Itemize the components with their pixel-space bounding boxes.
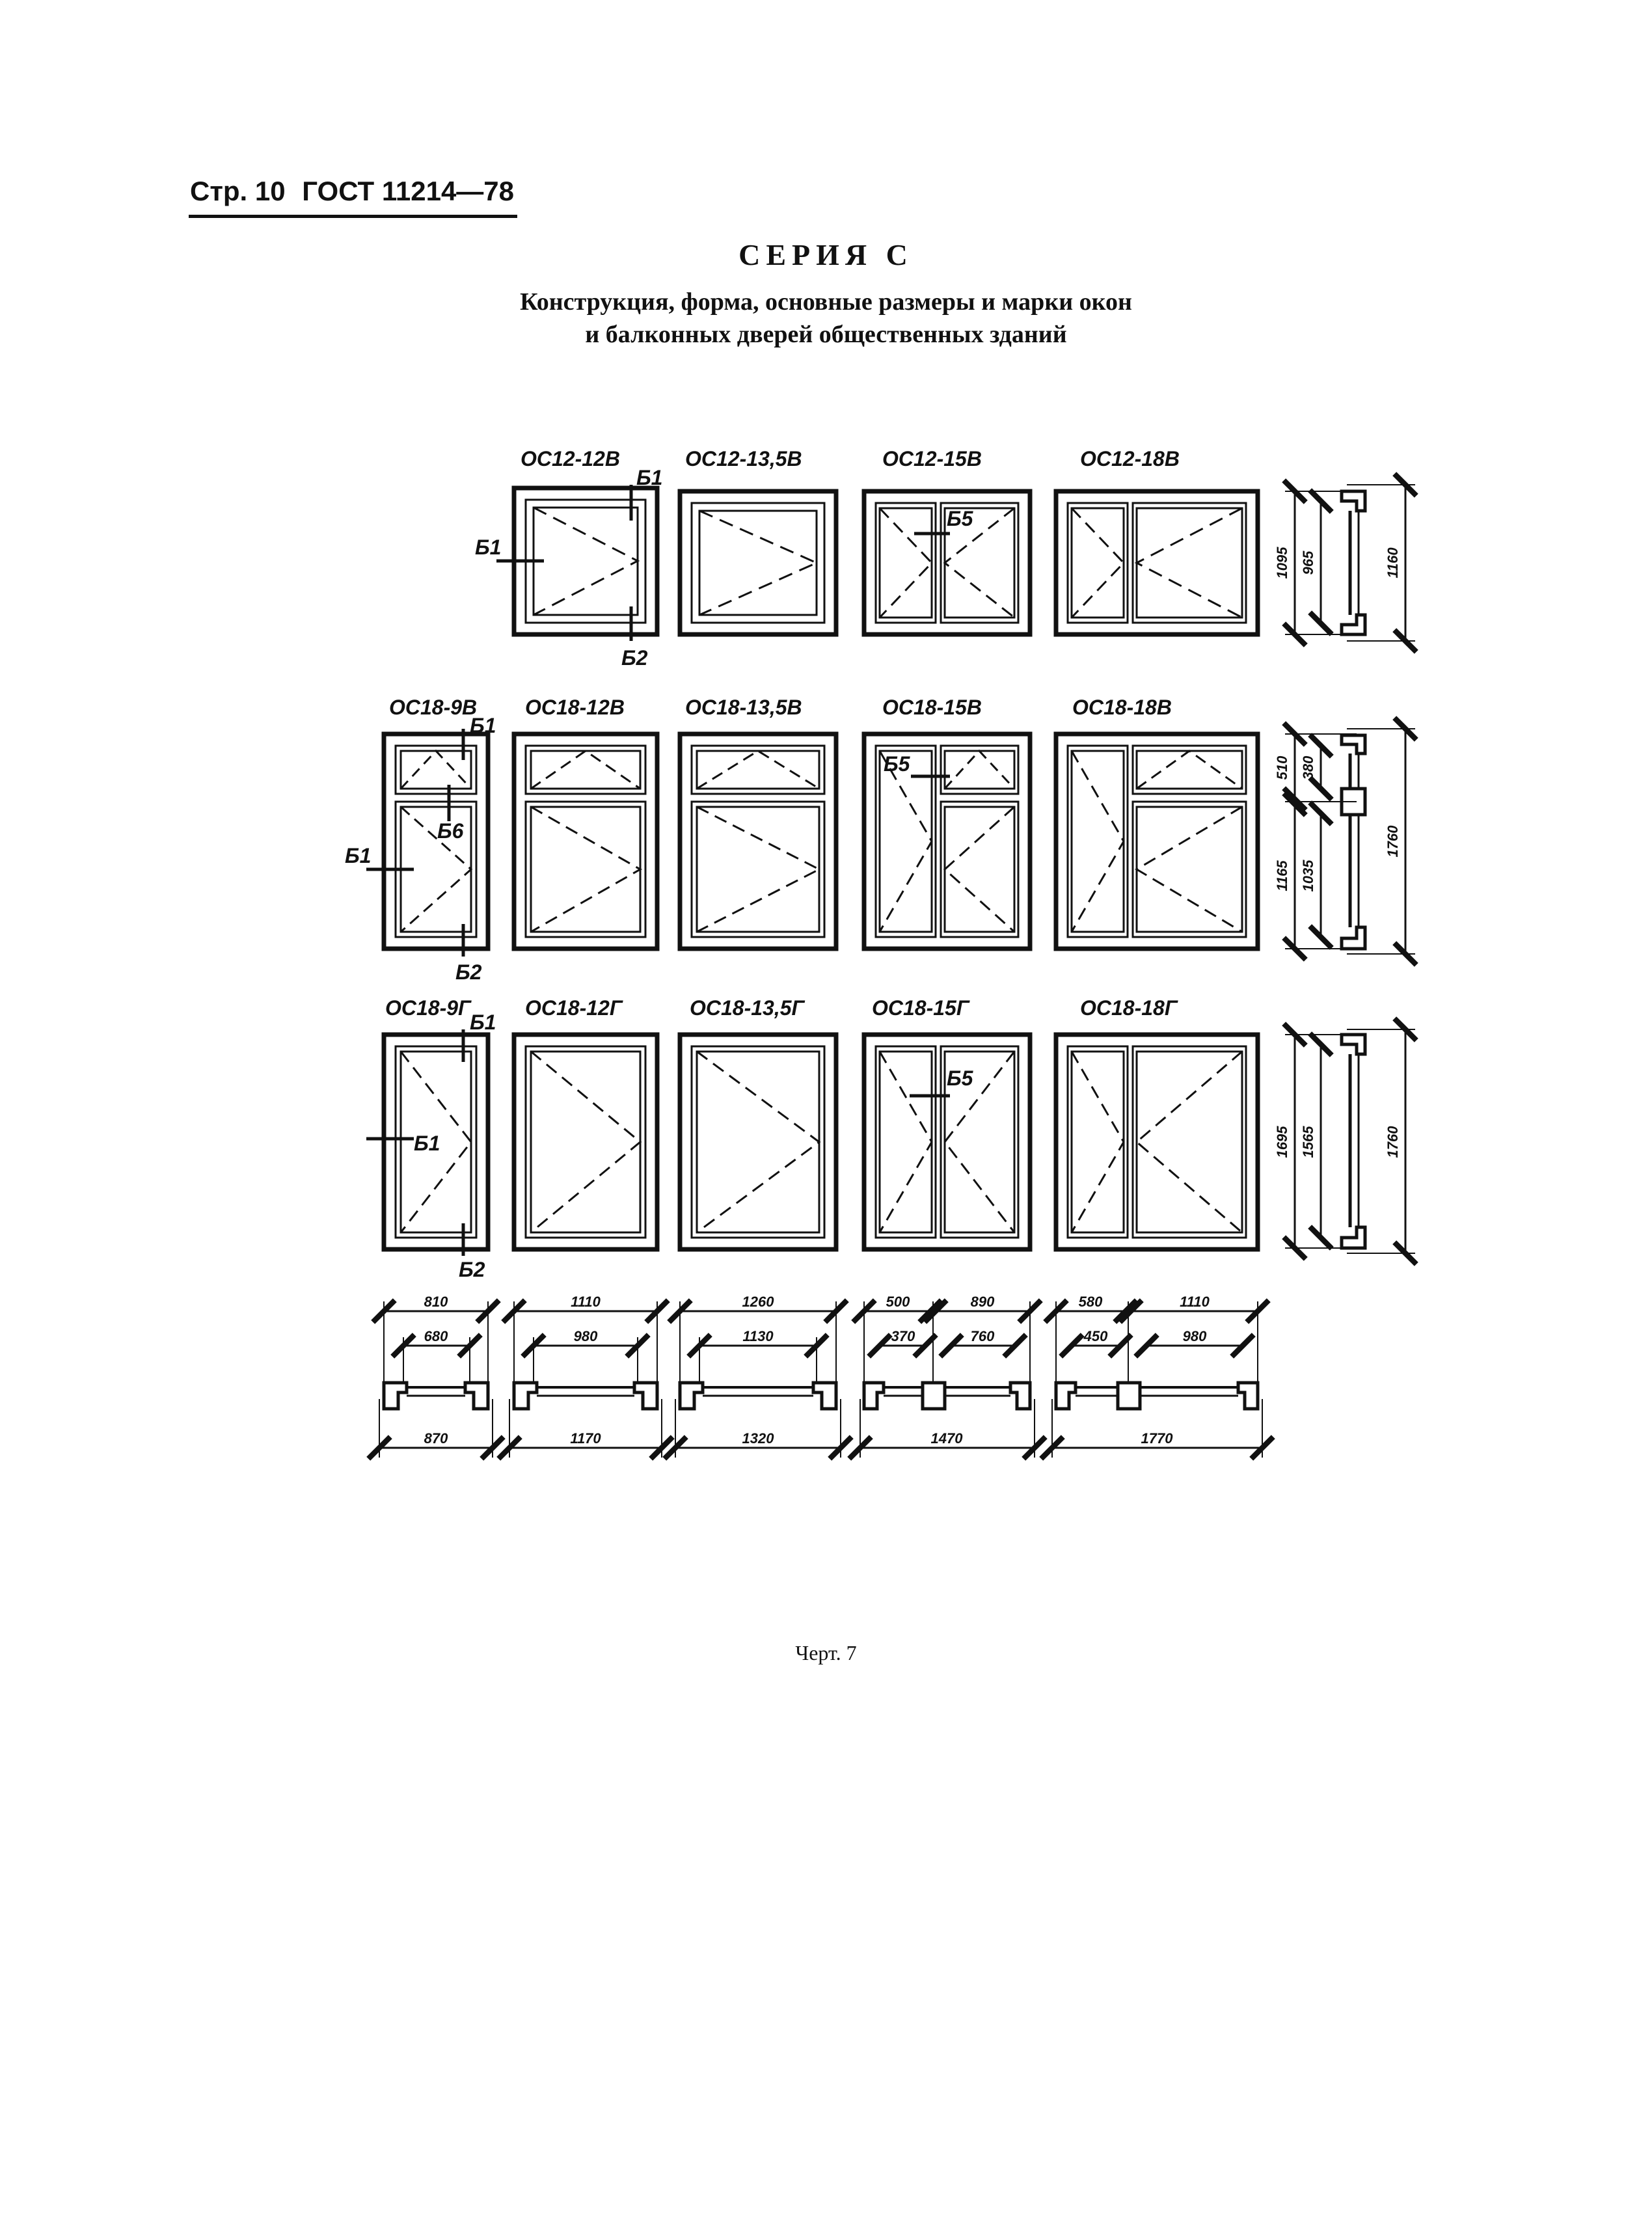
vertical-section-row-2 — [1274, 729, 1415, 954]
window-os18-18g — [1056, 1035, 1258, 1249]
mark-label: ОС18-18Г — [1080, 996, 1178, 1020]
dim-label: 1170 — [570, 1430, 601, 1447]
subtitle-line-2: и балконных дверей общественных зданий — [585, 321, 1067, 348]
section-label: Б5 — [947, 507, 973, 530]
dim-label: 1110 — [571, 1294, 601, 1310]
dim-label: 1160 — [1385, 547, 1401, 578]
mark-label: ОС18-15Г — [872, 996, 969, 1020]
plan-section-1 — [379, 1294, 493, 1458]
window-os12-18v — [1056, 491, 1258, 634]
dim-label: 1260 — [742, 1294, 774, 1310]
dim-label: 500 — [886, 1294, 910, 1310]
page-number: Стр. 10 — [190, 176, 286, 206]
dim-label: 1130 — [742, 1328, 774, 1344]
section-label: Б1 — [414, 1132, 440, 1155]
dim-label: 450 — [1083, 1328, 1108, 1344]
dim-label: 965 — [1300, 550, 1316, 575]
mark-label: ОС18-9Г — [385, 996, 471, 1020]
section-label: Б5 — [884, 752, 910, 776]
dim-label: 1695 — [1274, 1126, 1290, 1158]
figure-caption: Черт. 7 — [795, 1641, 857, 1664]
section-label: Б1 — [475, 536, 502, 559]
vertical-section-row-1 — [1274, 485, 1415, 641]
dim-label: 1760 — [1385, 825, 1401, 858]
section-label: Б1 — [470, 1011, 496, 1034]
mark-label: ОС18-13,5Г — [690, 996, 805, 1020]
window-os18-9g — [366, 1011, 496, 1281]
section-label: Б1 — [345, 844, 372, 867]
section-label: Б5 — [947, 1066, 973, 1090]
subtitle-line-1: Конструкция, форма, основные размеры и марки окон — [520, 288, 1132, 316]
mark-label: ОС18-12Г — [525, 996, 623, 1020]
window-os18-9v — [345, 714, 496, 984]
dim-label: 980 — [573, 1328, 598, 1344]
dim-label: 1320 — [742, 1430, 774, 1447]
dim-label: 1470 — [930, 1430, 963, 1447]
dim-label: 1165 — [1274, 860, 1290, 891]
plan-section-2 — [509, 1294, 662, 1458]
dim-label: 1770 — [1141, 1430, 1173, 1447]
mark-label: ОС18-13,5В — [685, 696, 802, 719]
standard-number: ГОСТ 11214—78 — [302, 176, 515, 206]
window-os18-15v — [864, 734, 1030, 949]
window-os12-13-5v — [680, 491, 836, 634]
window-os12-12v — [475, 466, 662, 670]
section-label: Б1 — [470, 714, 496, 737]
plan-section-4 — [860, 1294, 1035, 1458]
section-label: Б2 — [459, 1258, 485, 1281]
section-label: Б6 — [437, 819, 464, 843]
dim-label: 890 — [970, 1294, 995, 1310]
dim-label: 1095 — [1274, 547, 1290, 579]
mark-label: ОС18-15В — [882, 696, 982, 719]
vertical-section-row-3 — [1274, 1029, 1415, 1253]
row-3 — [366, 996, 1415, 1281]
dim-label: 1760 — [1385, 1126, 1401, 1158]
mark-label: ОС18-18В — [1072, 696, 1172, 719]
section-label: Б2 — [455, 960, 482, 984]
dim-label: 370 — [891, 1328, 915, 1344]
dim-label: 680 — [424, 1328, 448, 1344]
dim-label: 810 — [424, 1294, 448, 1310]
window-os18-18v — [1056, 734, 1258, 949]
dim-label: 380 — [1300, 755, 1316, 780]
mark-label: ОС18-9В — [389, 696, 478, 719]
window-os18-15g — [864, 1035, 1030, 1249]
mark-label: ОС12-15В — [882, 447, 982, 470]
mark-label: ОС12-18В — [1080, 447, 1180, 470]
dim-label: 510 — [1274, 755, 1290, 780]
window-os18-12g — [514, 1035, 657, 1249]
window-os18-13-5v — [680, 734, 836, 949]
plan-section-5 — [1052, 1294, 1262, 1458]
plan-section-3 — [675, 1294, 841, 1458]
dim-label: 980 — [1182, 1328, 1207, 1344]
row-2 — [345, 696, 1415, 984]
dim-label: 580 — [1078, 1294, 1103, 1310]
mark-label: ОС12-12В — [521, 447, 620, 470]
mark-label: ОС12-13,5В — [685, 447, 802, 470]
mark-label: ОС18-12В — [525, 696, 625, 719]
series-title: СЕРИЯ С — [738, 238, 914, 271]
plan-sections — [379, 1294, 1262, 1458]
window-os12-15v — [864, 491, 1030, 634]
section-label: Б1 — [636, 466, 663, 489]
section-label: Б2 — [621, 646, 648, 670]
dim-label: 1035 — [1300, 860, 1316, 892]
dim-label: 1110 — [1180, 1294, 1210, 1310]
dim-label: 760 — [970, 1328, 995, 1344]
window-os18-13-5g — [680, 1035, 836, 1249]
window-os18-12v — [514, 734, 657, 949]
dim-label: 870 — [424, 1430, 448, 1447]
row-1 — [475, 447, 1415, 670]
dim-label: 1565 — [1300, 1126, 1316, 1158]
